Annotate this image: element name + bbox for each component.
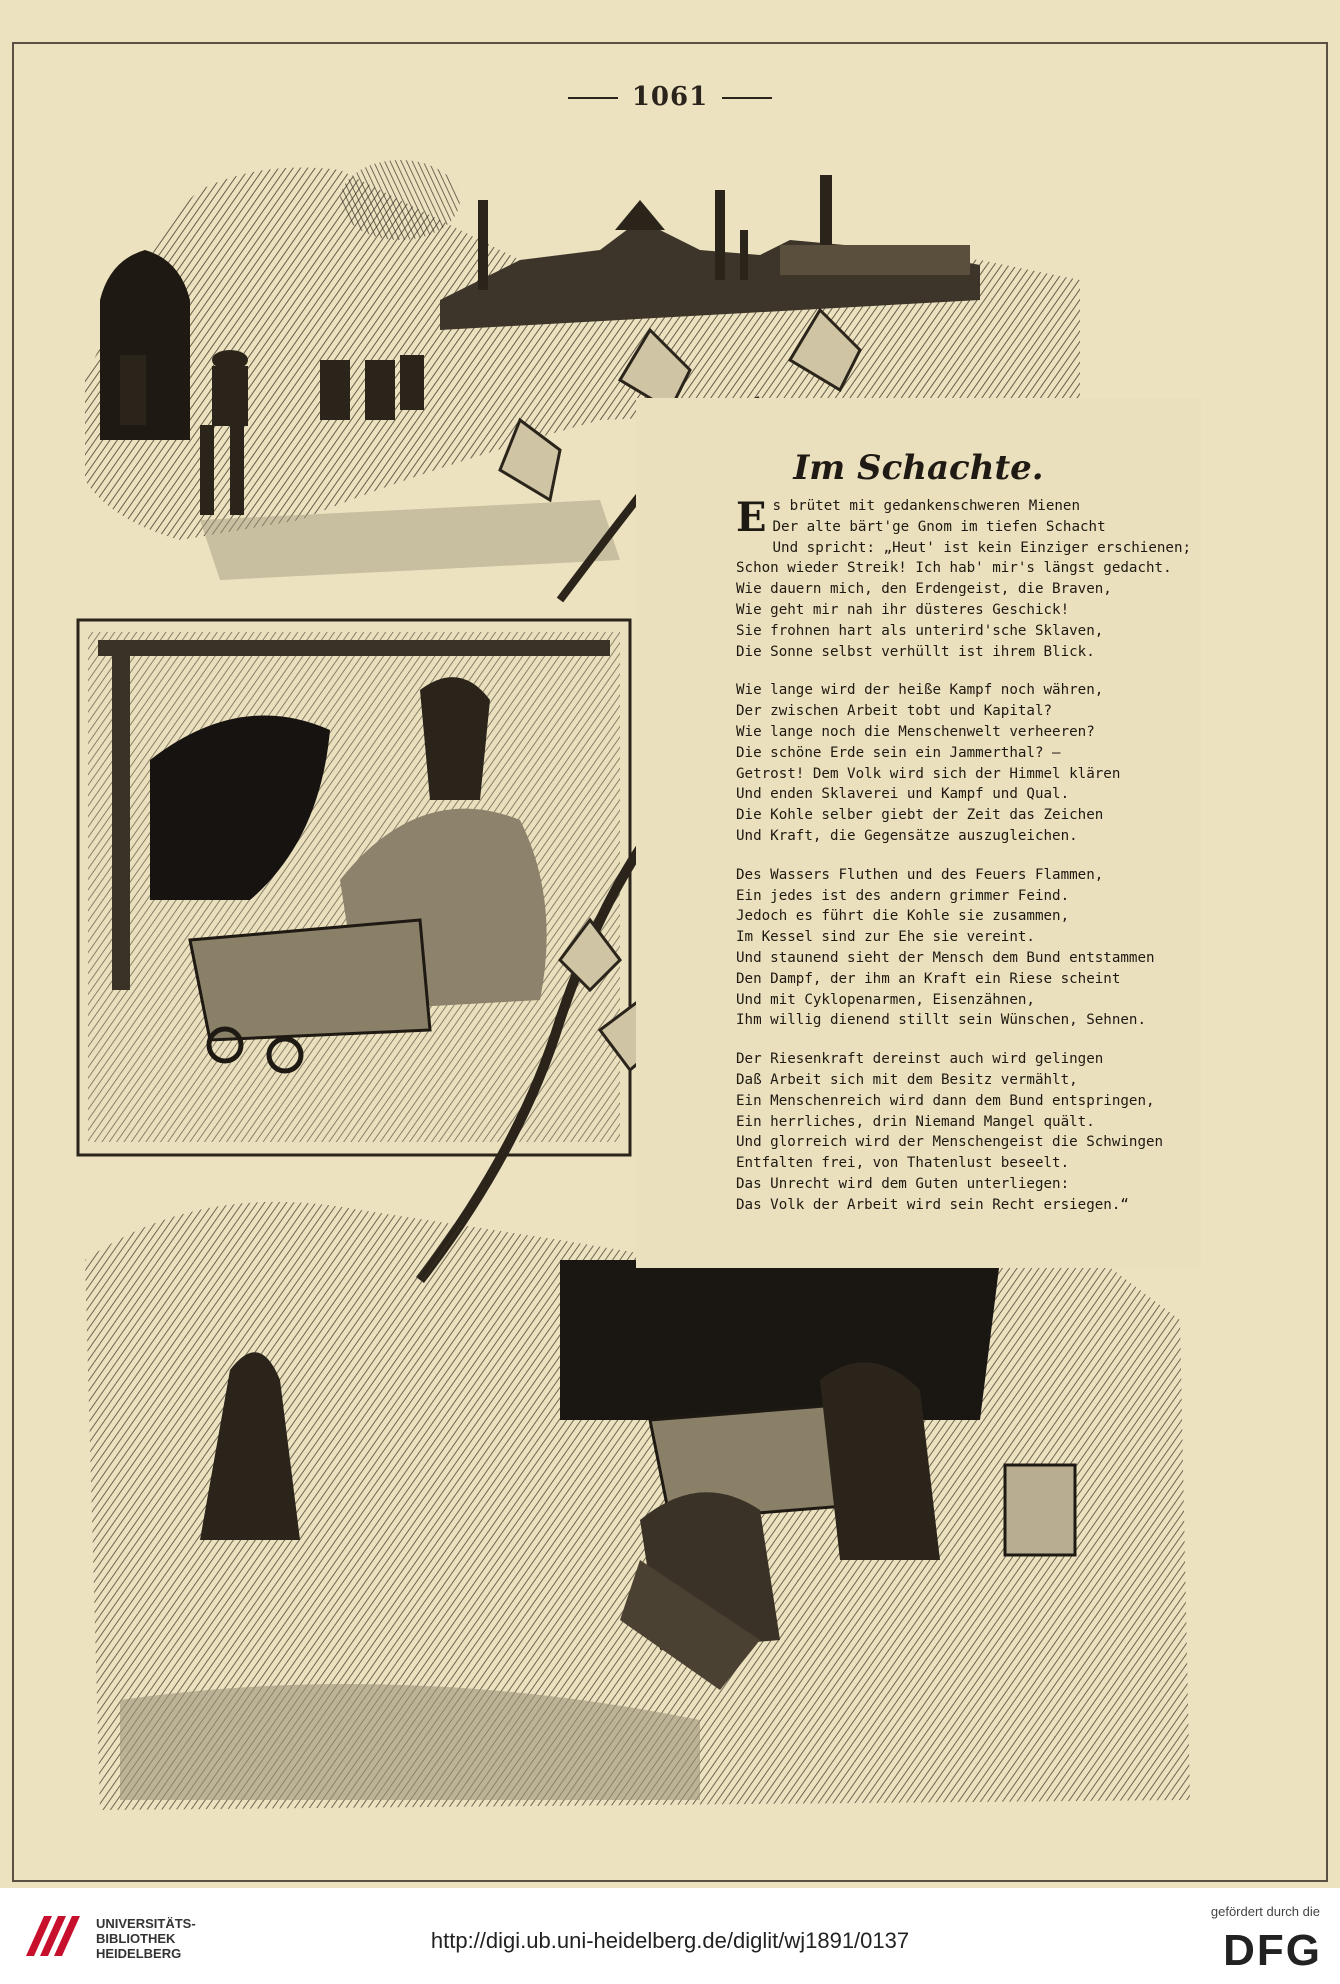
poem-line: Das Unrecht wird dem Guten unterliegen: — [736, 1175, 1070, 1192]
funded-by-label: gefördert durch die — [1210, 1904, 1320, 1919]
poem-line: Die schöne Erde sein ein Jammerthal? — — [736, 744, 1061, 761]
library-name-line: HEIDELBERG — [96, 1946, 182, 1961]
library-name-line: BIBLIOTHEK — [96, 1931, 176, 1946]
poem-line: Ein herrliches, drin Niemand Mangel quält. — [736, 1113, 1095, 1130]
poem-line: Wie dauern mich, den Erdengeist, die Braven, — [736, 581, 1112, 598]
gnome-in-mine-illustration — [78, 620, 630, 1155]
poem-line: Daß Arbeit sich mit dem Besitz vermählt, — [736, 1071, 1078, 1088]
poem-stanza — [736, 1049, 1196, 1215]
poem-line: Das Volk der Arbeit wird sein Recht ersiegen.“ — [736, 1196, 1129, 1213]
poem-line: Und staunend sieht der Mensch dem Bund entstammen — [736, 949, 1155, 966]
poem-line: Getrost! Dem Volk wird sich der Himmel klären — [736, 765, 1121, 782]
poem-line: Der Riesenkraft dereinst auch wird gelingen — [736, 1051, 1104, 1068]
poem-line: Wie lange wird der heiße Kampf noch währen, — [736, 682, 1104, 699]
poem-title: Im Schachte. — [793, 448, 1044, 488]
poem-line: Wie geht mir nah ihr düsteres Geschick! — [736, 601, 1070, 618]
permalink-url[interactable]: http://digi.ub.uni-heidelberg.de/diglit/wj1891/0137 — [430, 1928, 910, 1953]
library-name-line: UNIVERSITÄTS- — [96, 1916, 196, 1931]
page-number: 1061 — [631, 82, 709, 112]
poem-stanza — [736, 496, 1196, 662]
poem-line: Des Wassers Fluthen und des Feuers Flammen, — [736, 866, 1104, 883]
poem-line: Und mit Cyklopenarmen, Eisenzähnen, — [736, 991, 1035, 1008]
poem-line: Und enden Sklaverei und Kampf und Qual. — [736, 786, 1070, 803]
poem-line: Und Kraft, die Gegensätze auszugleichen. — [736, 827, 1078, 844]
poem-line: Ein Menschenreich wird dann dem Bund entspringen, — [736, 1092, 1155, 1109]
poem-line: Der zwischen Arbeit tobt und Kapital? — [736, 703, 1053, 720]
poem-line: Und spricht: „Heut' ist kein Einziger erschienen; — [772, 539, 1192, 556]
poem-line: Im Kessel sind zur Ehe sie vereint. — [736, 929, 1035, 946]
digitization-footer — [0, 1888, 1340, 1984]
poem-body — [736, 496, 1196, 1234]
poem-line: Wie lange noch die Menschenwelt verheeren? — [736, 723, 1095, 740]
miners-at-work-illustration — [85, 1202, 1190, 1810]
poem-line: Jedoch es führt die Kohle sie zusammen, — [736, 908, 1070, 925]
poem-line: s brütet mit gedankenschweren Mienen — [772, 498, 1080, 514]
poem-line: Der alte bärt'ge Gnom im tiefen Schacht — [772, 518, 1106, 535]
poem-line: Entfalten frei, von Thatenlust beseelt. — [736, 1155, 1070, 1172]
poem-line: Sie frohnen hart als unterird'sche Sklaven, — [736, 622, 1104, 639]
dfg-logo: DFG — [1223, 1926, 1322, 1975]
drop-cap: E — [736, 494, 767, 541]
poem-line: Den Dampf, der ihm an Kraft ein Riese scheint — [736, 970, 1121, 987]
poem-line: Ein jedes ist des andern grimmer Feind. — [736, 887, 1070, 904]
poem-stanza — [736, 865, 1196, 1031]
poem-line: Schon wieder Streik! Ich hab' mir's längst gedacht. — [736, 560, 1172, 577]
poem-line: Die Sonne selbst verhüllt ist ihrem Blick. — [736, 643, 1095, 660]
poem-line: Ihm willig dienend stillt sein Wünschen, Sehnen. — [736, 1012, 1146, 1029]
poem-stanza — [736, 680, 1196, 846]
poem-line: Die Kohle selber giebt der Zeit das Zeichen — [736, 807, 1104, 824]
poem-line: Und glorreich wird der Menschengeist die Schwingen — [736, 1134, 1164, 1151]
